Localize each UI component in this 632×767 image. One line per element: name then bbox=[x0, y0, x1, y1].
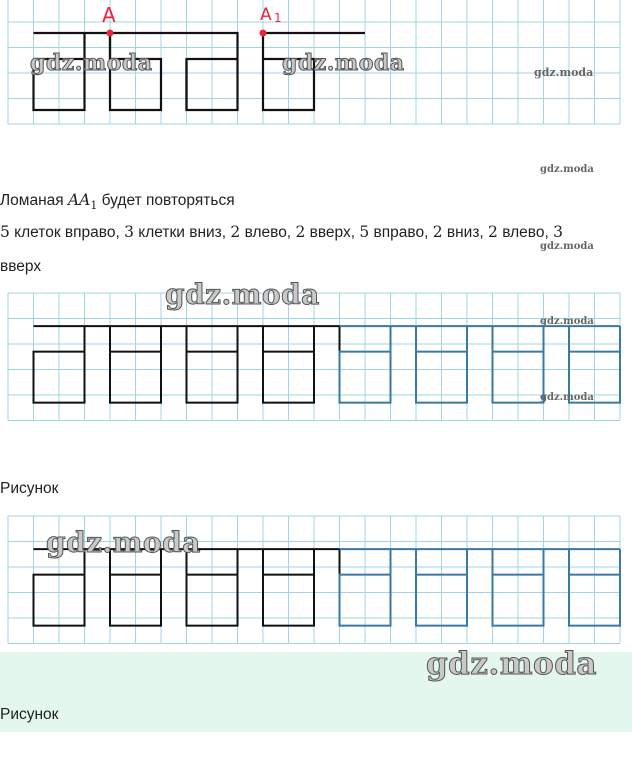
point-a-label: A bbox=[102, 3, 116, 27]
watermark: gdz.moda bbox=[540, 164, 594, 175]
watermark: gdz.moda bbox=[534, 66, 594, 79]
description-line-3: вверх bbox=[0, 258, 42, 275]
step-direction: вниз, bbox=[442, 224, 489, 241]
segment-name: AA bbox=[67, 191, 91, 209]
step-count: 3 bbox=[553, 223, 563, 241]
watermark: gdz.moda bbox=[540, 241, 594, 252]
watermark: gdz.moda bbox=[540, 316, 594, 327]
point-a1-label: A bbox=[260, 5, 272, 25]
step-direction: влево, bbox=[497, 224, 554, 241]
watermark: gdz.moda bbox=[165, 278, 320, 311]
watermark: gdz.moda bbox=[282, 50, 405, 76]
point-a1 bbox=[260, 30, 267, 37]
figure-caption: Рисунок bbox=[0, 706, 59, 723]
segment-subscript: 1 bbox=[90, 199, 98, 213]
step-count: 5 bbox=[359, 223, 370, 241]
description-prefix: Ломаная bbox=[0, 192, 68, 209]
step-count: 5 bbox=[0, 223, 10, 241]
step-count: 2 bbox=[295, 223, 306, 241]
step-count: 2 bbox=[432, 223, 443, 241]
figure-caption: Рисунок bbox=[0, 480, 59, 497]
watermark: gdz.moda bbox=[540, 392, 594, 403]
step-count: 2 bbox=[230, 223, 241, 241]
point-a bbox=[107, 30, 114, 37]
step-count: 2 bbox=[488, 223, 498, 241]
description-suffix: будет повторяться bbox=[97, 192, 235, 209]
watermark: gdz.moda bbox=[426, 646, 597, 682]
step-direction: клеток вправо, bbox=[9, 224, 125, 241]
watermark: gdz.moda bbox=[46, 526, 201, 559]
step-direction: вправо, bbox=[369, 224, 433, 241]
watermark: gdz.moda bbox=[30, 50, 153, 76]
step-direction: клетки вниз, bbox=[133, 224, 231, 241]
point-a1-subscript: 1 bbox=[274, 11, 282, 25]
description-line-2 bbox=[0, 222, 563, 243]
description-line-1 bbox=[0, 190, 235, 216]
step-direction: вверх, bbox=[305, 224, 360, 241]
step-direction: влево, bbox=[240, 224, 296, 241]
step-count: 3 bbox=[124, 223, 134, 241]
